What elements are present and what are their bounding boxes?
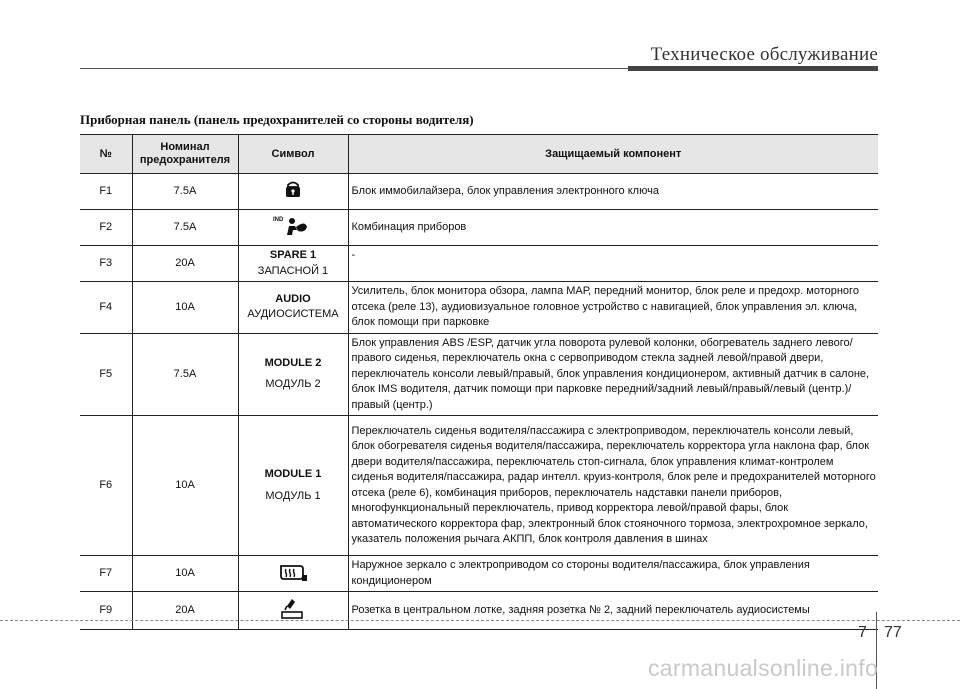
fuse-rating: 10A	[132, 416, 238, 556]
table-header-row	[80, 135, 878, 174]
symbol-label-ru: ЗАПАСНОЙ 1	[257, 264, 329, 277]
protected-component: Розетка в центральном лотке, задняя розетка № 2, задний переключатель аудиосистемы	[348, 592, 878, 630]
column-header-component: Защищаемый компонент	[348, 135, 878, 174]
symbol-label-ru: АУДИОСИСТЕМА	[247, 308, 339, 321]
symbol-label-ru: МОДУЛЬ 1	[265, 489, 321, 502]
table-row	[80, 416, 878, 556]
fuse-symbol	[238, 282, 348, 334]
symbol-label-en: MODULE 1	[264, 468, 322, 480]
table-row	[80, 246, 878, 282]
column-header-rating: Номинал предохранителя	[132, 135, 238, 174]
fuse-rating: 20A	[132, 592, 238, 630]
fuse-symbol	[238, 333, 348, 416]
symbol-label-en: SPARE 1	[269, 249, 317, 261]
table-row	[80, 592, 878, 630]
fuse-rating: 20A	[132, 246, 238, 282]
protected-component: Наружное зеркало с электроприводом со стороны водителя/пассажира, блок управления кондиционером	[348, 556, 878, 592]
fuse-rating: 10A	[132, 282, 238, 334]
protected-component: Усилитель, блок монитора обзора, лампа МАР, передний монитор, блок реле и предохр. моторного отсека (реле 13), аудиовизуальное головное устройство с навигацией, блок управления эл. ключа, блок помощи при парковке	[348, 282, 878, 334]
table-row	[80, 174, 878, 210]
fuse-table	[80, 134, 878, 630]
header-divider-accent	[628, 66, 878, 71]
fuse-number: F6	[80, 416, 132, 556]
page-number: 77	[884, 624, 902, 641]
table-row	[80, 556, 878, 592]
heated-mirror-icon	[278, 560, 308, 588]
fuse-symbol	[238, 592, 348, 630]
column-header-number: №	[80, 135, 132, 174]
symbol-label-ru: МОДУЛЬ 2	[265, 378, 321, 391]
footer-divider	[0, 620, 960, 621]
symbol-label-en: MODULE 2	[264, 356, 322, 369]
fuse-symbol	[238, 246, 348, 282]
chapter-title: Техническое обслуживание	[650, 44, 878, 65]
fuse-symbol	[238, 210, 348, 246]
fuse-rating: 7.5A	[132, 174, 238, 210]
column-header-symbol: Символ	[238, 135, 348, 174]
airbag-indicator-label: IND	[273, 216, 284, 223]
fuse-number: F2	[80, 210, 132, 246]
protected-component: Блок управления ABS /ESP, датчик угла поворота рулевой колонки, обогреватель заднего левого/правого сиденья, переключатель окна с сервоприводом стекла задней левой/правой двери, переключатель консоли левый/правый, блок управления кондиционером, активный датчик в салоне, блок IMS водителя, датчик помощи при парковке передний/задний левый/правый/левый (центр.)/правый (центр.)	[348, 333, 878, 416]
fuse-number: F3	[80, 246, 132, 282]
table-row	[80, 333, 878, 416]
immobilizer-key-icon	[282, 178, 304, 206]
fuse-number: F4	[80, 282, 132, 334]
watermark: carmanualsonline.info	[648, 655, 879, 681]
symbol-label-en: AUDIO	[275, 292, 311, 305]
fuse-number: F1	[80, 174, 132, 210]
chapter-number: 7	[858, 624, 867, 641]
protected-component: Переключатель сиденья водителя/пассажира с электроприводом, переключатель консоли левый, блок обогревателя сиденья водителя/пассажира, переключатель корректора угла наклона фар, блок двери водителя/пассажира, переключатель стоп-сигнала, блок управления климат-контролем сиденья водителя/пассажира, радар интелл. круиз-контроля, блок реле и предохранителей моторного отсека (реле 6), комбинация приборов, переключатель надставки панели приборов, многофункциональный переключатель, привод корректора левой/правой фары, блок автоматического корректора фар, электронный блок стояночного тормоза, электрохромное зеркало, указатель положения рычага АКПП, блок контроля давления в шинах	[348, 416, 878, 556]
protected-component: -	[348, 246, 878, 282]
fuse-rating: 7.5A	[132, 210, 238, 246]
fuse-number: F5	[80, 333, 132, 416]
fuse-symbol	[238, 556, 348, 592]
protected-component: Блок иммобилайзера, блок управления электронного ключа	[348, 174, 878, 210]
section-heading: Приборная панель (панель предохранителей со стороны водителя)	[80, 112, 474, 127]
protected-component: Комбинация приборов	[348, 210, 878, 246]
table-row	[80, 210, 878, 246]
fuse-rating: 10A	[132, 556, 238, 592]
airbag-indicator-icon	[273, 214, 313, 242]
fuse-symbol	[238, 416, 348, 556]
fuse-number: F7	[80, 556, 132, 592]
fuse-symbol	[238, 174, 348, 210]
table-row	[80, 282, 878, 334]
fuse-number: F9	[80, 592, 132, 630]
fuse-rating: 7.5A	[132, 333, 238, 416]
